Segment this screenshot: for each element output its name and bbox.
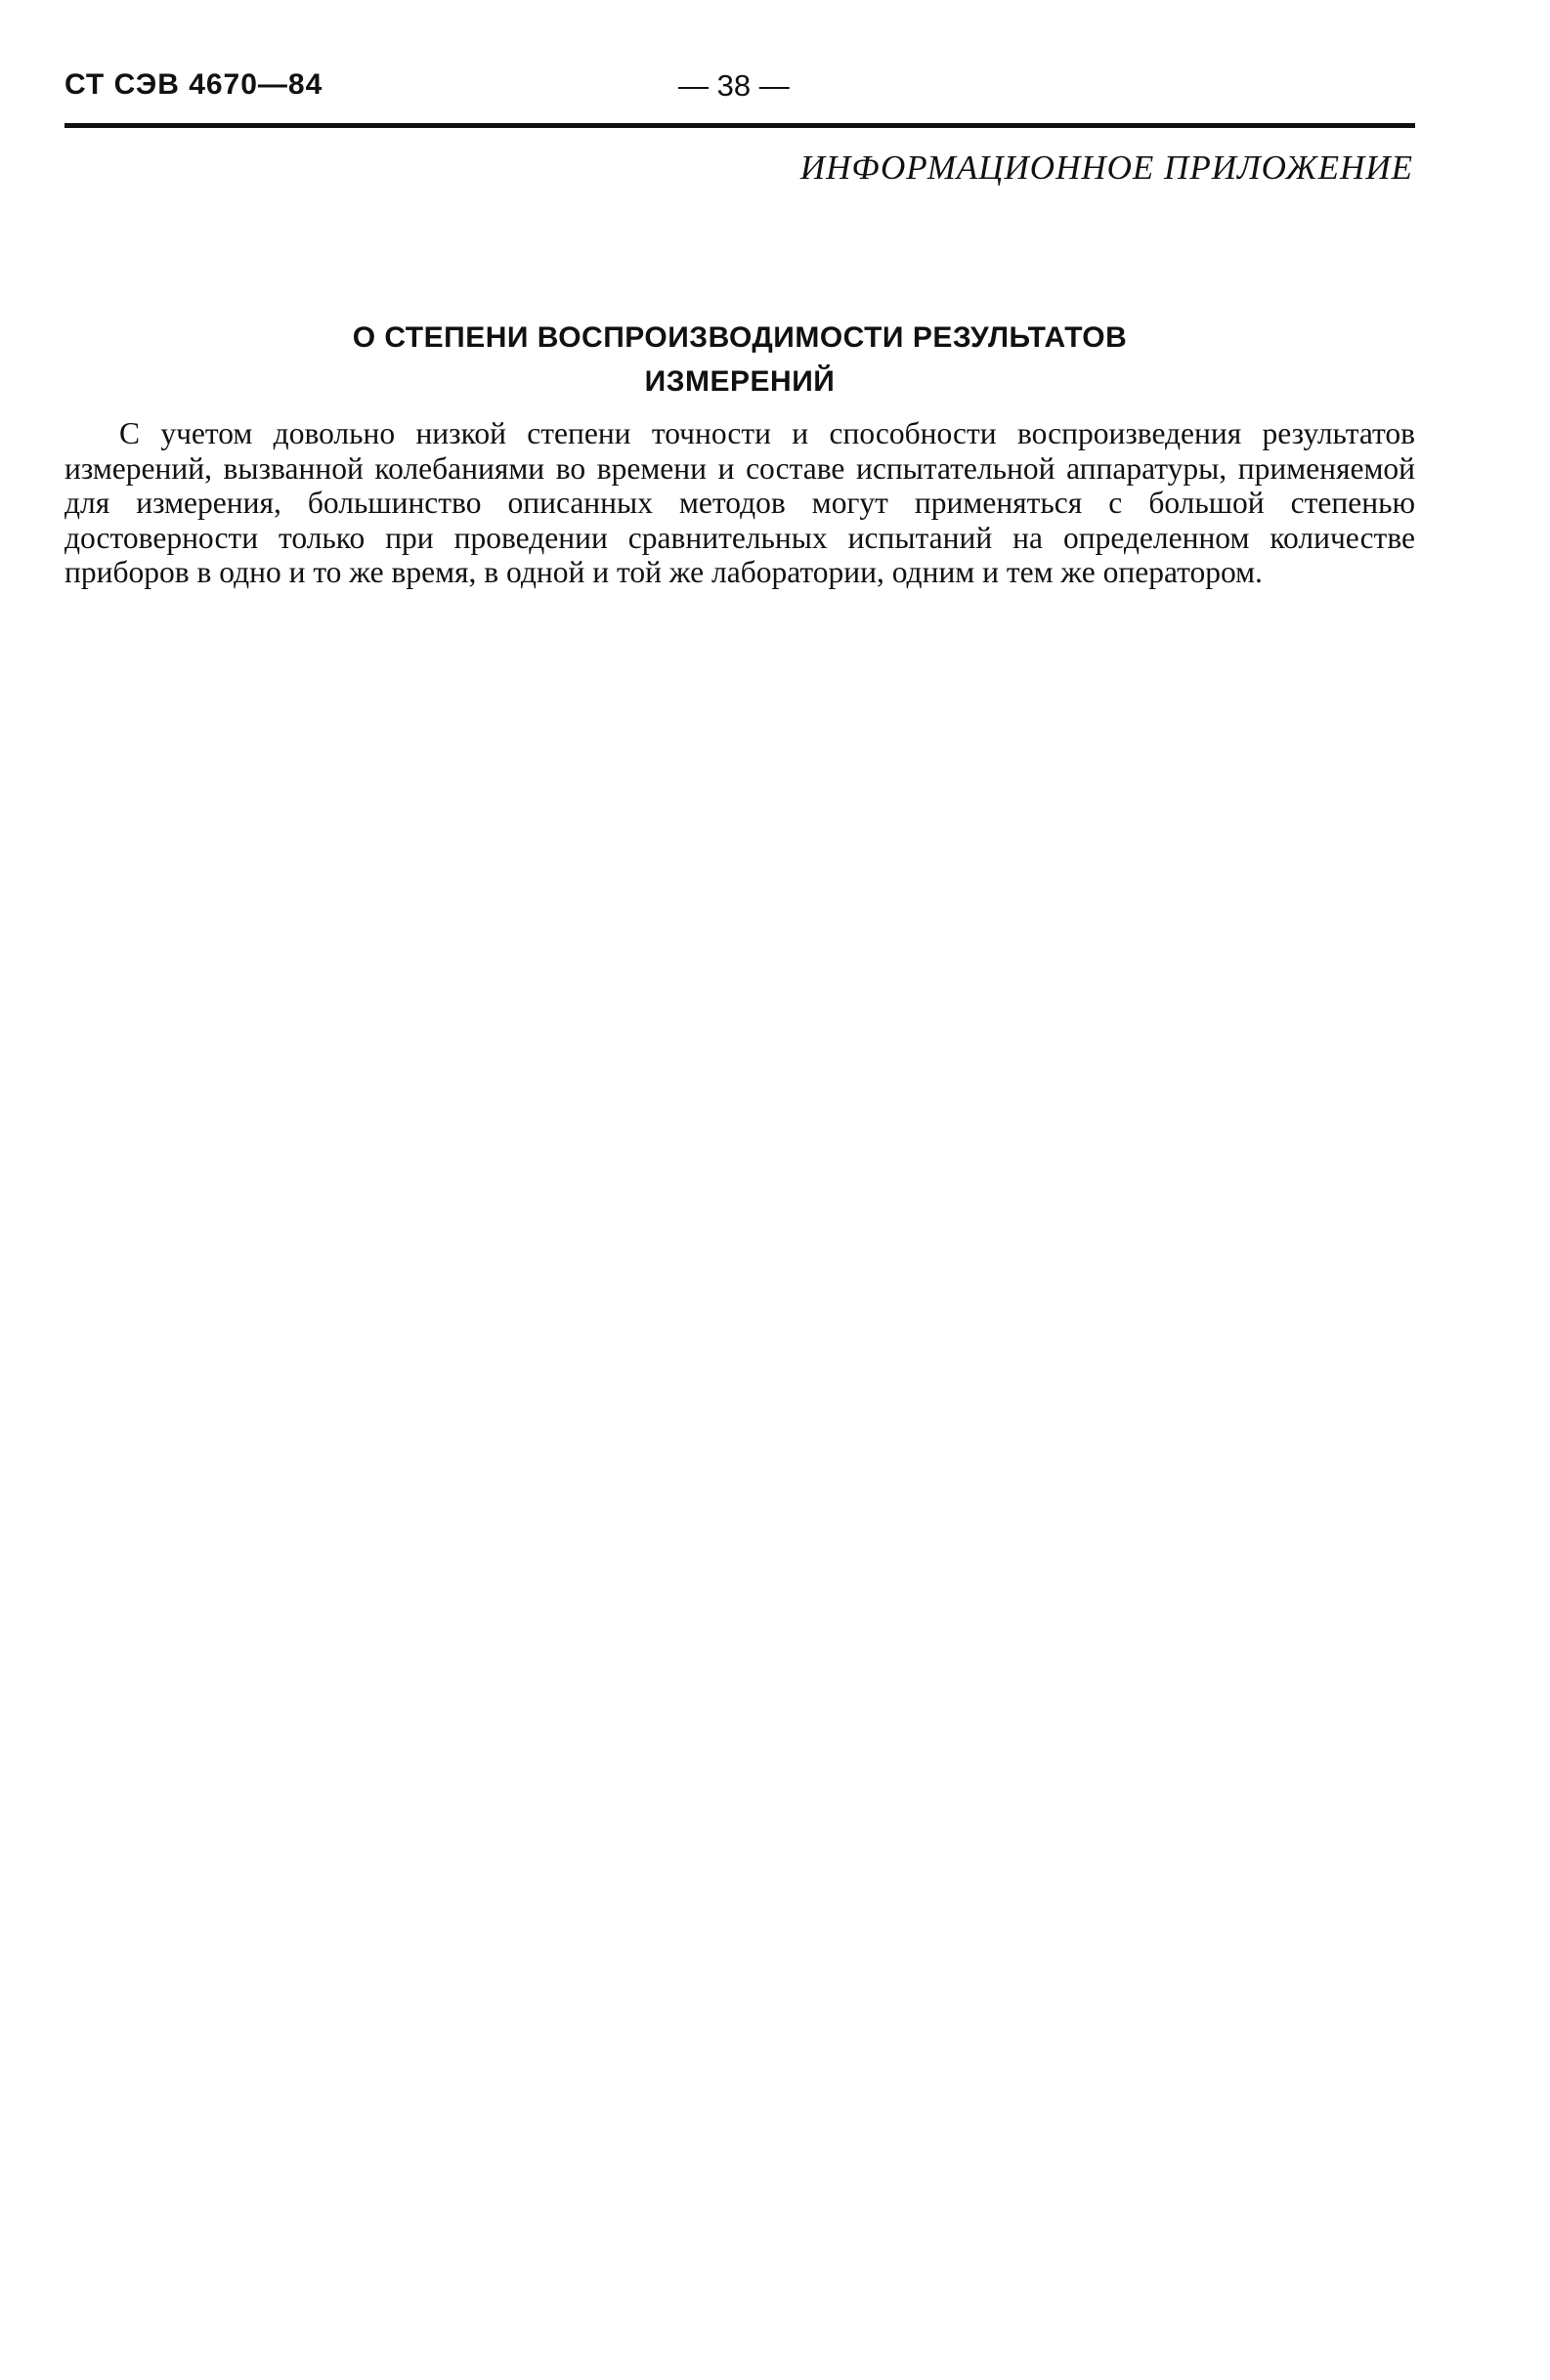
- appendix-label: ИНФОРМАЦИОННОЕ ПРИЛОЖЕНИЕ: [799, 149, 1413, 187]
- page-number: — 38 —: [678, 68, 790, 103]
- page-header: [65, 68, 1413, 117]
- body-paragraph: С учетом довольно низкой степени точности и способности воспроизведения результатов измерений, вызванной колебаниями во времени и составе испытательной аппаратуры, применяемой для измерения, большинство описанных методов могут применяться с большой степенью достоверности только при проведении сравнительных испытаний на определенном количестве приборов в одно и то же время, в одной и той же лаборатории, одним и тем же оператором.: [65, 416, 1415, 589]
- standard-code: СТ СЭВ 4670—84: [65, 68, 323, 101]
- header-rule: [65, 123, 1415, 128]
- section-title-line-2: ИЗМЕРЕНИЙ: [644, 364, 836, 398]
- section-title-line-1: О СТЕПЕНИ ВОСПРОИЗВОДИМОСТИ РЕЗУЛЬТАТОВ: [352, 320, 1128, 354]
- section-title: [65, 316, 1415, 404]
